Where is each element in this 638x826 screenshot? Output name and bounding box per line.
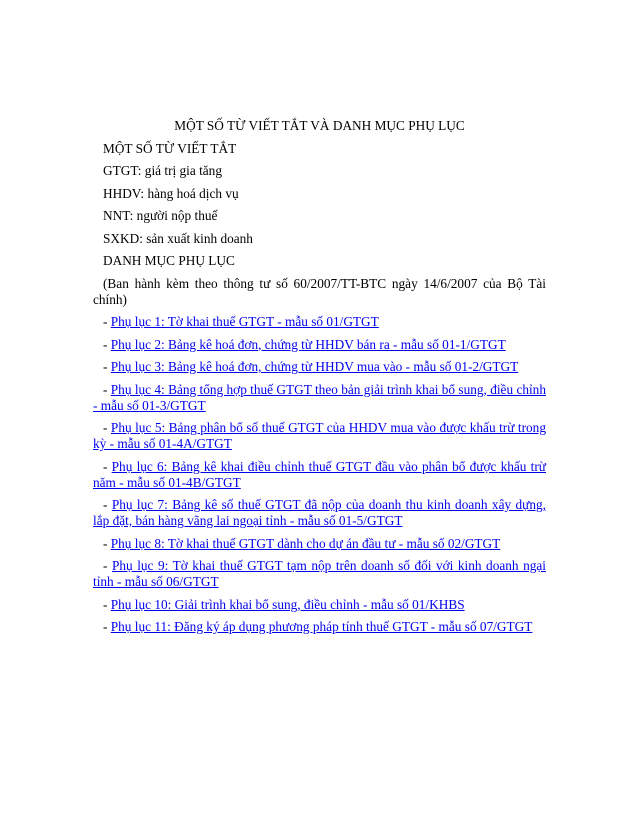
appendix-link-8[interactable]: Phụ lục 8: Tờ khai thuế GTGT dành cho dự án đầu tư - mẫu số 02/GTGT [110,535,501,551]
appendix-link-4[interactable]: Phụ lục 4: Bảng tổng hợp thuế GTGT theo bản giải trình khai bổ sung, điều chỉnh - mẫu số 01-3/GTGT [93,381,546,413]
appendix-item-11 [93,619,546,635]
document-page [93,118,546,642]
appendix-item-10 [93,597,546,613]
abbreviation-hhdv: HHDV: hàng hoá dịch vụ [103,185,239,201]
item-dash: - [103,359,111,374]
appendix-item-2 [93,337,546,353]
item-dash: - [103,336,111,352]
appendix-item-7 [93,497,546,529]
appendix-link-9[interactable]: Phụ lục 9: Tờ khai thuế GTGT tạm nộp trên doanh số đối với kinh doanh ngại tỉnh - mẫu số 06/GTGT [93,558,546,589]
appendix-link-10[interactable]: Phụ lục 10: Giải trình khai bổ sung, điều chỉnh - mẫu số 01/KHBS [110,596,465,612]
item-dash: - [103,619,111,634]
appendix-link-6[interactable]: Phụ lục 6: Bảng kê khai điều chỉnh thuế GTGT đầu vào phân bổ được khấu trừ năm - mẫu số 01-4B/GTGT [93,458,546,490]
item-dash: - [103,314,111,329]
abbreviation-sxkd: SXKD: sản xuất kinh doanh [103,230,253,246]
item-dash: - [103,535,111,551]
appendix-item-8 [93,536,546,552]
item-dash: - [103,596,111,612]
appendix-link-2[interactable]: Phụ lục 2: Bảng kê hoá đơn, chứng từ HHDV bán ra - mẫu số 01-1/GTGT [110,336,506,352]
appendix-item-4 [93,382,546,414]
item-dash: - [103,558,112,573]
item-dash: - [103,458,112,474]
appendix-item-9 [93,558,546,590]
abbreviations-heading: MỘT SỐ TỪ VIẾT TẮT [103,140,237,156]
appendix-link-11[interactable]: Phụ lục 11: Đăng ký áp dụng phương pháp tính thuế GTGT - mẫu số 07/GTGT [110,619,533,634]
appendix-note: (Ban hành kèm theo thông tư số 60/2007/TT-BTC ngày 14/6/2007 của Bộ Tài chính) [93,275,546,307]
abbreviation-nnt: NNT: người nộp thuế [103,208,218,223]
item-dash: - [103,420,111,435]
appendix-link-5[interactable]: Phụ lục 5: Bảng phân bổ số thuế GTGT của HHDV mua vào được khấu trừ trong kỳ - mẫu số 01-4A/GTGT [93,420,546,451]
appendix-item-6 [93,459,546,491]
item-dash: - [103,497,112,512]
item-dash: - [103,381,111,397]
abbreviation-gtgt: GTGT: giá trị gia tăng [103,163,222,178]
appendix-item-5 [93,420,546,452]
appendix-link-7[interactable]: Phụ lục 7: Bảng kê số thuế GTGT đã nộp của doanh thu kinh doanh xây dựng, lắp đặt, bán hàng vãng lai ngoại tỉnh - mẫu số 01-5/GTGT [93,497,546,528]
appendix-item-1 [93,314,546,330]
appendix-link-3[interactable]: Phụ lục 3: Bảng kê hoá đơn, chứng từ HHDV mua vào - mẫu số 01-2/GTGT [110,359,519,374]
appendix-item-3 [93,359,546,375]
appendix-link-1[interactable]: Phụ lục 1: Tờ khai thuế GTGT - mẫu số 01/GTGT [110,314,379,329]
document-title: MỘT SỐ TỪ VIẾT TẮT VÀ DANH MỤC PHỤ LỤC [174,118,465,133]
appendix-heading: DANH MỤC PHỤ LỤC [103,253,235,268]
